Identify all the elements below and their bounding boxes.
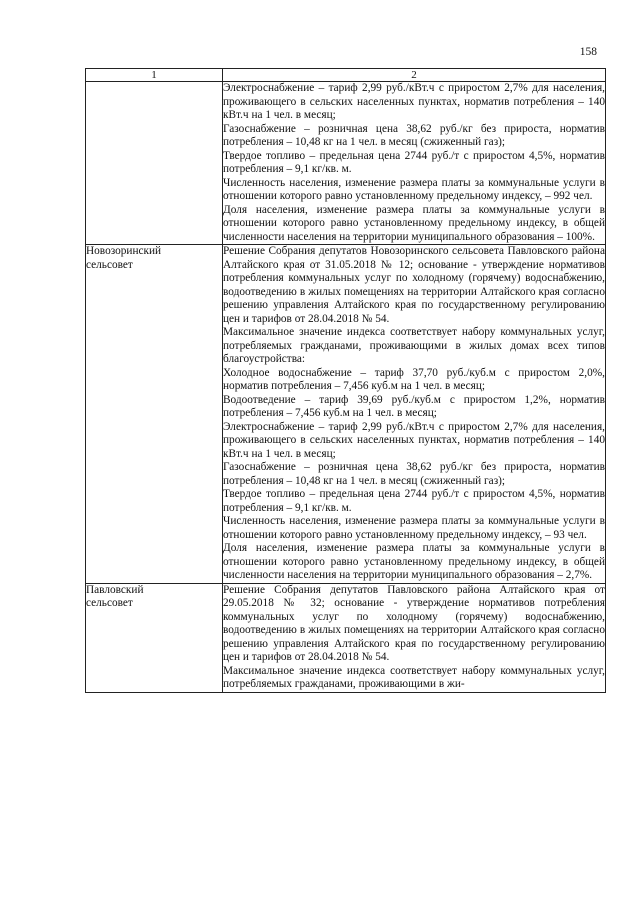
paragraph: Решение Собрания депутатов Павловского района Алтайского края от 29.05.2018 № 32; основание - утверждение нормативов потребления коммунальных услуг по холодному (горячему) водоснабжению, водоотведению в жилых помещениях на территории Алтайского края согласно решению управления Алтайского края по государственному регулированию цен и тарифов от 28.04.2018 № 54. — [223, 583, 605, 663]
column-header-2: 2 — [223, 69, 606, 82]
paragraph: Доля населения, изменение размера платы за коммунальные услуги в отношении которого равно установленному предельному индексу, в общей численности населения на территории муниципального образования – 2,7%. — [223, 542, 605, 581]
paragraph: Численность населения, изменение размера платы за коммунальные услуги в отношении которого равно установленному предельному индексу, – 992 чел. — [223, 176, 605, 202]
municipality-cell — [86, 82, 223, 245]
municipality-name: Новозоринский — [86, 245, 162, 257]
municipality-name: Павловский — [86, 583, 144, 596]
description-cell — [223, 82, 606, 245]
paragraph: Твердое топливо – предельная цена 2744 руб./т с приростом 4,5%, норматив потребления – 9,1 кг/кв. м. — [223, 149, 605, 175]
paragraph: Газоснабжение – розничная цена 38,62 руб./кг без прироста, норматив потребления – 10,48 кг на 1 чел. в месяц (сжиженный газ); — [223, 461, 605, 487]
header-row — [86, 69, 606, 82]
paragraph: Холодное водоснабжение – тариф 37,70 руб./куб.м с приростом 2,0%, норматив потребления – 7,456 куб.м на 1 чел. в месяц; — [223, 366, 605, 392]
paragraph: Численность населения, изменение размера платы за коммунальные услуги в отношении которого равно установленному предельному индексу, – 93 чел. — [223, 515, 605, 541]
paragraph: Решение Собрания депутатов Новозоринского сельсовета Павловского района Алтайского края от 31.05.2018 № 12; основание - утверждение нормативов потребления коммунальных услуг по холодному (горячему) водоснабжению, водоотведению в жилых помещениях на территории Алтайского края согласно решению управления Алтайского края по государственному регулированию цен и тарифов от 28.04.2018 № 54. — [223, 245, 605, 325]
municipality-cell — [86, 583, 223, 692]
paragraph: Водоотведение – тариф 39,69 руб./куб.м с приростом 1,2%, норматив потребления – 7,456 куб.м на 1 чел. в месяц; — [223, 393, 605, 419]
page-number: 158 — [579, 46, 597, 58]
table-row — [86, 583, 606, 692]
paragraph: Максимальное значение индекса соответствует набору коммунальных услуг, потребляемых гражданами, проживающими в жилых домах всех типов благоустройства: — [223, 326, 605, 365]
tariff-table — [85, 68, 606, 693]
column-header-1: 1 — [86, 69, 223, 82]
table-row — [86, 245, 606, 584]
description-cell — [223, 583, 606, 692]
municipality-type: сельсовет — [86, 597, 133, 609]
municipality-type: сельсовет — [86, 258, 133, 271]
description-cell — [223, 245, 606, 584]
municipality-cell — [86, 245, 223, 584]
paragraph: Доля населения, изменение размера платы за коммунальные услуги в отношении которого равно установленному предельному индексу, в общей численности населения на территории муниципального образования – 100%. — [223, 203, 605, 243]
paragraph: Максимальное значение индекса соответствует набору коммунальных услуг, потребляемых гражданами, проживающими в жи- — [223, 664, 605, 690]
table-row — [86, 82, 606, 245]
paragraph: Твердое топливо – предельная цена 2744 руб./т с приростом 4,5%, норматив потребления – 9,1 кг/кв. м. — [223, 488, 605, 514]
paragraph: Электроснабжение – тариф 2,99 руб./кВт.ч с приростом 2,7% для населения, проживающего в сельских населенных пунктах, норматив потребления – 140 кВт.ч на 1 чел. в месяц; — [223, 82, 605, 121]
paragraph: Электроснабжение – тариф 2,99 руб./кВт.ч с приростом 2,7% для населения, проживающего в сельских населенных пунктах, норматив потребления – 140 кВт.ч на 1 чел. в месяц; — [223, 420, 605, 460]
paragraph: Газоснабжение – розничная цена 38,62 руб./кг без прироста, норматив потребления – 10,48 кг на 1 чел. в месяц (сжиженный газ); — [223, 122, 605, 148]
